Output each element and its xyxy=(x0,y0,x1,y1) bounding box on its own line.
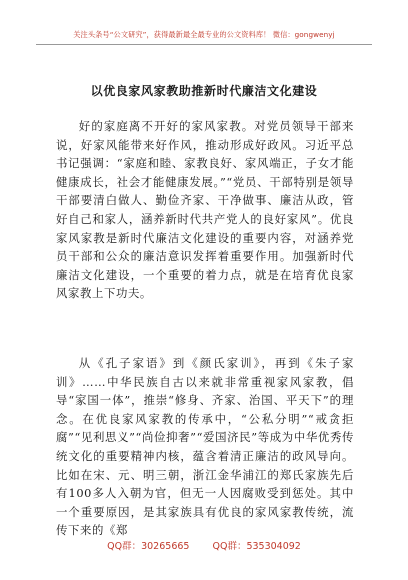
header-divider xyxy=(36,44,372,45)
paragraph-1: 好的家庭离不开好的家风家教。对党员领导干部来说，好家风能带来好作风，推动形成好政风。习近平总书记强调：“家庭和睦、家教良好、家风端正，子女才能健康成长，社会才能健康发展。”“党员、干部特别是领导干部要清白做人、勤俭齐家、干净做事、廉洁从政，管好自己和家人，涵养新时代共产党人的良好家风”。优良家风家教是新时代廉洁文化建设的重要内容，对涵养党员干部和公众的廉洁意识发挥着重要作用。加强新时代廉洁文化建设，一个重要的着力点，就是在培育优良家风家教上下功夫。 xyxy=(56,119,354,301)
promo-banner: 关注头条号“公文研究”，获得最新最全最专业的公文资料库！ 微信：gongwenyj xyxy=(73,30,335,39)
footer-contact xyxy=(0,538,408,552)
qq-group-1: QQ群：30265665 xyxy=(107,541,190,552)
paragraph-2: 从《孔子家语》到《颜氏家训》，再到《朱子家训》……中华民族自古以来就非常重视家风家教，倡导“家国一体”，推崇“修身、齐家、治国、平天下”的理念。在优良家风家教的传承中，“公私分明”“戒贪拒腐”“见利思义”“尚俭抑奢”“爱国济民”等成为中华优秀传统文化的重要精神内核，蕴含着清正廉洁的政风导向。比如在宋、元、明三朝，浙江金华浦江的郑氏家族先后有100多人入朝为官，但无一人因腐败受到惩处。其中一个重要原因，是其家族具有优良的家风家教传统，流传下来的《郑 xyxy=(56,356,354,538)
document-title: 以优良家风家教助推新时代廉洁文化建设 xyxy=(90,84,318,98)
qq-group-2: QQ群：535304092 xyxy=(212,541,301,552)
